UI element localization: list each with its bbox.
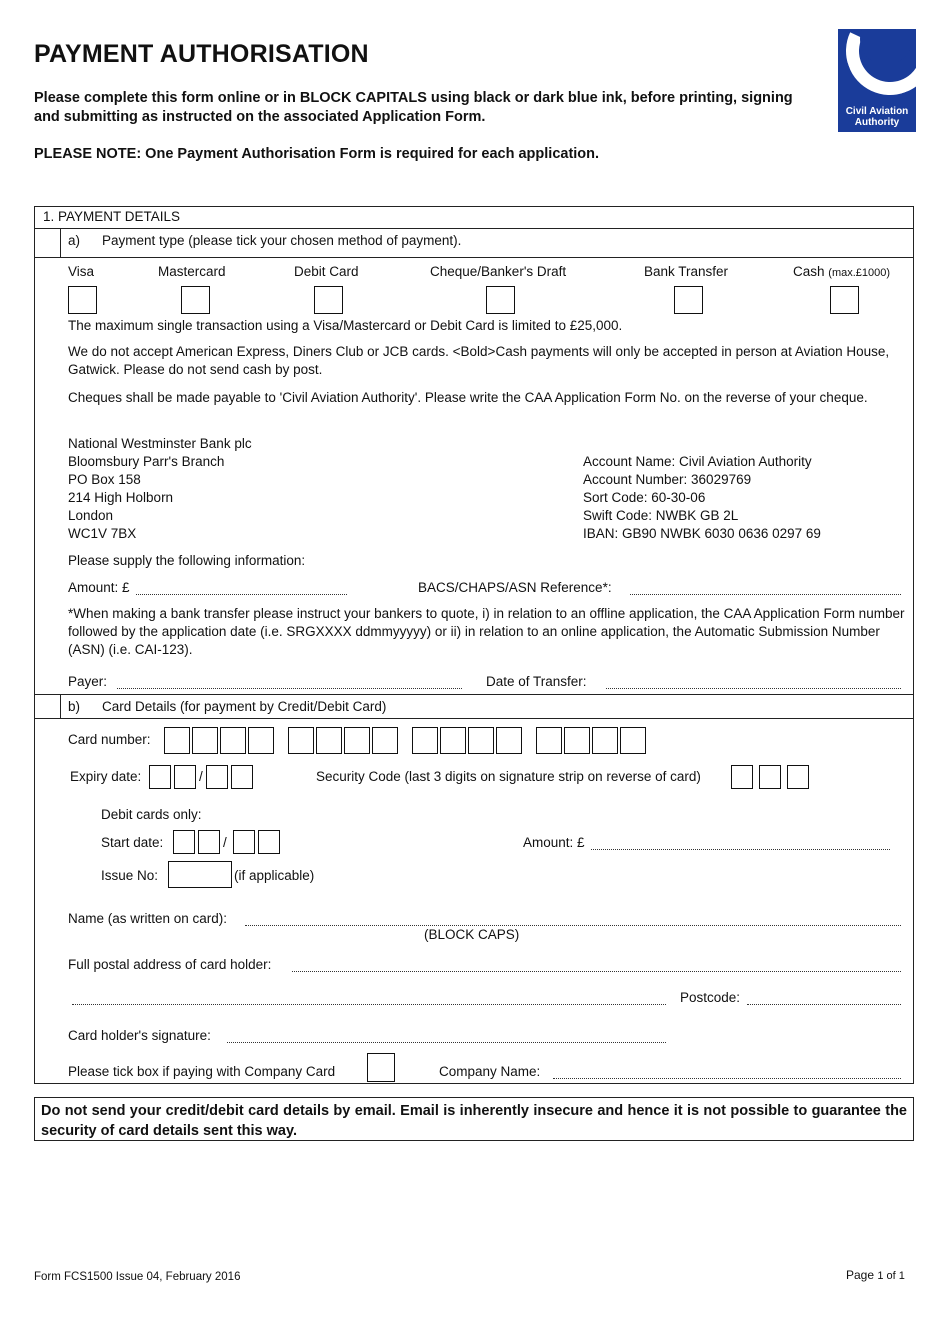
please-note: PLEASE NOTE: One Payment Authorisation Form is required for each application.: [34, 146, 600, 162]
limit-text: The maximum single transaction using a Visa/Mastercard or Debit Card is limited to £25,000.: [68, 318, 623, 333]
card-digit-box[interactable]: [620, 727, 646, 754]
iban: IBAN: GB90 NWBK 6030 0636 0297 69: [583, 526, 821, 541]
company-card-label: Please tick box if paying with Company Card: [68, 1064, 336, 1079]
swift-code: Swift Code: NWBK GB 2L: [583, 508, 739, 523]
section-b-title: Card Details (for payment by Credit/Debit Card): [102, 699, 387, 714]
debit-amount-label: Amount: £: [523, 835, 585, 850]
expiry-year-box[interactable]: [206, 765, 228, 789]
card-digit-box[interactable]: [468, 727, 494, 754]
security-code-label: Security Code (last 3 digits on signature strip on reverse of card): [316, 769, 701, 784]
name-field[interactable]: [245, 925, 901, 926]
signature-label: Card holder's signature:: [68, 1028, 211, 1043]
account-details: [583, 453, 821, 543]
cheque-text: Cheques shall be made payable to 'Civil Aviation Authority'. Please write the CAA Application Form No. on the reverse of your cheque.: [68, 390, 868, 405]
payer-label: Payer:: [68, 674, 108, 689]
logo-text-1: Civil Aviation: [845, 106, 909, 117]
start-month-box[interactable]: [173, 830, 195, 854]
card-digit-box[interactable]: [564, 727, 590, 754]
start-year-box[interactable]: [233, 830, 255, 854]
account-name: Account Name: Civil Aviation Authority: [583, 454, 812, 469]
start-year-box[interactable]: [258, 830, 280, 854]
method-debit-label: Debit Card: [294, 264, 359, 279]
company-card-checkbox[interactable]: [367, 1053, 395, 1082]
page-number: Page 1 of 1: [846, 1268, 905, 1282]
section-heading: 1. PAYMENT DETAILS: [43, 209, 181, 224]
security-digit-box[interactable]: [731, 765, 753, 789]
payment-details-frame: [34, 206, 914, 1084]
security-digit-box[interactable]: [759, 765, 781, 789]
method-transfer-label: Bank Transfer: [644, 264, 729, 279]
intro-text: Please complete this form online or in BLOCK CAPITALS using black or dark blue ink, before printing, signing and submitting as instructed on the associated Application Form.: [34, 90, 793, 125]
name-label: Name (as written on card):: [68, 911, 228, 926]
card-digit-box[interactable]: [288, 727, 314, 754]
address-field-line2[interactable]: [72, 1004, 666, 1005]
company-name-label: Company Name:: [439, 1064, 541, 1079]
sort-code: Sort Code: 60-30-06: [583, 490, 706, 505]
debit-only-label: Debit cards only:: [101, 807, 202, 822]
card-digit-box[interactable]: [220, 727, 246, 754]
payer-field[interactable]: [117, 688, 462, 689]
expiry-year-box[interactable]: [231, 765, 253, 789]
transfer-note: *When making a bank transfer please instruct your bankers to quote, i) in relation to an offline application, the CAA Application Form number followed by the application date (i.e. SRGXXXX ddmmyyyyy) or ii) in relation to an online application, the Automatic Submission Number (ASN) (i.e. CAI-123).: [68, 606, 905, 657]
card-digit-box[interactable]: [372, 727, 398, 754]
bank-address: National Westminster Bank plc Bloomsbury Parr's Branch PO Box 158 214 High Holborn London WC1V 7BX: [68, 436, 252, 541]
card-digit-box[interactable]: [440, 727, 466, 754]
card-digit-box[interactable]: [344, 727, 370, 754]
no-amex-text: We do not accept American Express, Diners Club or JCB cards. <Bold>Cash payments will only be accepted in person at Aviation House, Gatwick. Please do not send cash by post.: [68, 344, 890, 377]
debit-amount-field[interactable]: [591, 849, 890, 850]
card-digit-box[interactable]: [164, 727, 190, 754]
issue-no-label: Issue No:: [101, 868, 159, 883]
card-digit-box[interactable]: [496, 727, 522, 754]
date-transfer-field[interactable]: [606, 688, 901, 689]
card-number-label: Card number:: [68, 732, 151, 747]
postcode-label: Postcode:: [680, 990, 741, 1005]
caa-logo: [838, 29, 916, 132]
card-digit-box[interactable]: [592, 727, 618, 754]
email-warning: Do not send your credit/debit card details by email. Email is inherently insecure and hence it is not possible to guarantee the security of card details sent this way.: [34, 1097, 914, 1141]
mastercard-checkbox[interactable]: [181, 286, 210, 314]
postcode-field[interactable]: [747, 1004, 901, 1005]
card-digit-box[interactable]: [248, 727, 274, 754]
supply-text: Please supply the following information:: [68, 553, 306, 568]
amount-field[interactable]: [136, 594, 347, 595]
account-number: Account Number: 36029769: [583, 472, 752, 487]
start-date-label: Start date:: [101, 835, 164, 850]
bacs-label: BACS/CHAPS/ASN Reference*:: [418, 580, 612, 595]
expiry-month-box[interactable]: [174, 765, 196, 789]
address-label: Full postal address of card holder:: [68, 957, 272, 972]
start-month-box[interactable]: [198, 830, 220, 854]
method-mastercard-label: Mastercard: [158, 264, 226, 279]
method-visa-label: Visa: [68, 264, 95, 279]
bank-transfer-checkbox[interactable]: [674, 286, 703, 314]
block-caps-note: (BLOCK CAPS): [424, 927, 520, 942]
logo-text-2: Authority: [854, 117, 900, 128]
expiry-label: Expiry date:: [70, 769, 142, 784]
address-field[interactable]: [292, 971, 901, 972]
form-id: Form FCS1500 Issue 04, February 2016: [34, 1271, 241, 1283]
card-digit-box[interactable]: [536, 727, 562, 754]
expiry-separator: /: [199, 769, 203, 784]
card-digit-box[interactable]: [412, 727, 438, 754]
page-title: PAYMENT AUTHORISATION: [34, 40, 369, 68]
method-cash-label: Cash (max.£1000): [793, 264, 891, 279]
section-b-label: b): [68, 699, 81, 714]
date-transfer-label: Date of Transfer:: [486, 674, 587, 689]
signature-field[interactable]: [227, 1042, 666, 1043]
cheque-checkbox[interactable]: [486, 286, 515, 314]
bacs-reference-field[interactable]: [630, 594, 901, 595]
cash-checkbox[interactable]: [830, 286, 859, 314]
section-a-title: Payment type (please tick your chosen method of payment).: [102, 233, 462, 248]
security-digit-box[interactable]: [787, 765, 809, 789]
debit-card-checkbox[interactable]: [314, 286, 343, 314]
start-separator: /: [223, 835, 227, 850]
card-digit-box[interactable]: [192, 727, 218, 754]
method-cheque-label: Cheque/Banker's Draft: [430, 264, 567, 279]
company-name-field[interactable]: [553, 1078, 901, 1079]
issue-note: (if applicable): [234, 868, 315, 883]
issue-no-box[interactable]: [168, 861, 232, 888]
card-digit-box[interactable]: [316, 727, 342, 754]
visa-checkbox[interactable]: [68, 286, 97, 314]
section-a-label: a): [68, 233, 81, 248]
expiry-month-box[interactable]: [149, 765, 171, 789]
amount-label: Amount: £: [68, 580, 130, 595]
